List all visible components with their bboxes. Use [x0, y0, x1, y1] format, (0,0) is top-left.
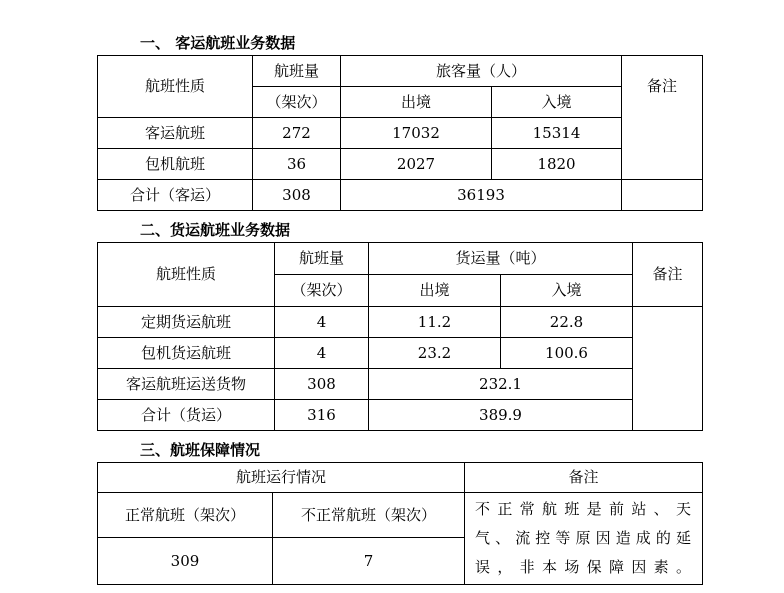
- header-remarks: 备注: [622, 56, 703, 180]
- row-outbound: 2027: [341, 149, 492, 180]
- header-flight-count-unit: （架次）: [253, 87, 341, 118]
- abnormal-count: 7: [273, 538, 465, 585]
- empty-cell: [622, 180, 703, 211]
- header-abnormal: 不正常航班（架次）: [273, 493, 465, 538]
- row-count: 272: [253, 118, 341, 149]
- passenger-flights-table: [97, 55, 703, 211]
- remarks-cell: [633, 307, 703, 431]
- table-row: [98, 338, 703, 369]
- normal-count: 309: [98, 538, 273, 585]
- row-count: 4: [275, 307, 369, 338]
- row-type: 客运航班: [98, 118, 253, 149]
- header-outbound: 出境: [369, 275, 501, 307]
- row-inbound: 15314: [492, 118, 622, 149]
- total-row: [98, 400, 703, 431]
- total-cargo: 389.9: [369, 400, 633, 431]
- header-flight-count: 航班量: [253, 56, 341, 87]
- section3-title: 三、航班保障情况: [140, 441, 261, 459]
- row-count: 4: [275, 338, 369, 369]
- cargo-flights-table: [97, 242, 703, 431]
- row-count: 308: [275, 369, 369, 400]
- table-row: [98, 149, 703, 180]
- total-passengers: 36193: [341, 180, 622, 211]
- note-line: 气、流控等原因造成的延: [475, 529, 693, 547]
- total-count: 316: [275, 400, 369, 431]
- row-outbound: 17032: [341, 118, 492, 149]
- header-remarks: 备注: [633, 243, 703, 307]
- table-row: [98, 307, 703, 338]
- header-flight-count: 航班量: [275, 243, 369, 275]
- header-flight-type: 航班性质: [98, 243, 275, 307]
- section1-title: 一、 客运航班业务数据: [140, 34, 296, 52]
- row-type: 客运航班运送货物: [98, 369, 275, 400]
- header-outbound: 出境: [341, 87, 492, 118]
- header-inbound: 入境: [492, 87, 622, 118]
- total-count: 308: [253, 180, 341, 211]
- row-type: 包机货运航班: [98, 338, 275, 369]
- row-inbound: 22.8: [501, 307, 633, 338]
- header-flight-count-unit: （架次）: [275, 275, 369, 307]
- header-flight-type: 航班性质: [98, 56, 253, 118]
- table-row: [98, 369, 703, 400]
- row-inbound: 1820: [492, 149, 622, 180]
- flight-support-table: [97, 462, 703, 585]
- remarks-note: [465, 493, 703, 585]
- row-count: 36: [253, 149, 341, 180]
- row-type: 定期货运航班: [98, 307, 275, 338]
- header-inbound: 入境: [501, 275, 633, 307]
- header-cargo: 货运量（吨）: [369, 243, 633, 275]
- total-label: 合计（货运）: [98, 400, 275, 431]
- row-outbound: 23.2: [369, 338, 501, 369]
- total-row: [98, 180, 703, 211]
- header-operation: 航班运行情况: [98, 463, 465, 493]
- header-passengers: 旅客量（人）: [341, 56, 622, 87]
- row-outbound: 11.2: [369, 307, 501, 338]
- table-row: [98, 118, 703, 149]
- header-normal: 正常航班（架次）: [98, 493, 273, 538]
- row-type: 包机航班: [98, 149, 253, 180]
- header-remarks: 备注: [465, 463, 703, 493]
- row-inbound: 100.6: [501, 338, 633, 369]
- total-label: 合计（客运）: [98, 180, 253, 211]
- row-cargo: 232.1: [369, 369, 633, 400]
- note-line: 不正常航班是前站、天: [475, 500, 693, 518]
- note-line: 误，非本场保障因素。: [475, 558, 693, 576]
- section2-title: 二、货运航班业务数据: [140, 221, 291, 239]
